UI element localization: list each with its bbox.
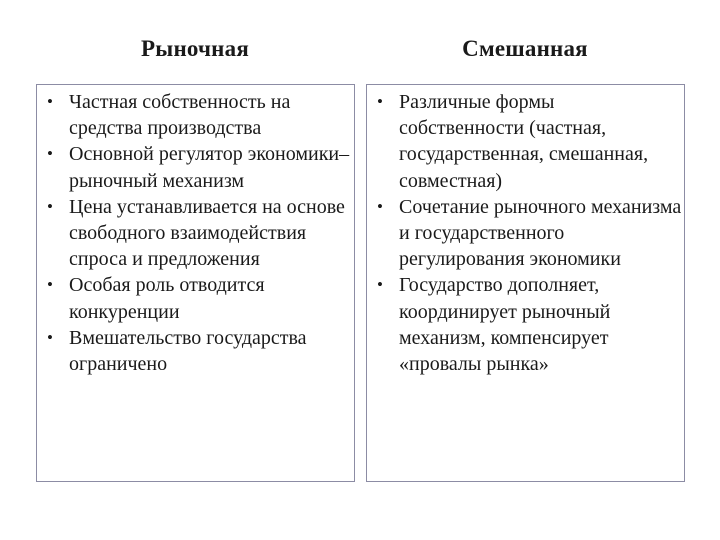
list-item (41, 141, 350, 193)
list-item-text: Основной регулятор экономики– рыночный механизм (69, 143, 350, 192)
list-item-text: Цена устанавливается на основе свободного взаимодействия спроса и предложения (69, 195, 345, 271)
list-item (371, 194, 682, 273)
mixed-economy-panel (366, 84, 685, 482)
list-item-text: Особая роль отводится конкуренции (69, 274, 265, 323)
list-item (41, 194, 350, 273)
column-title-market: Рыночная (141, 36, 249, 61)
bullet-icon: • (377, 92, 383, 111)
market-economy-panel (36, 84, 355, 482)
list-item (371, 89, 682, 194)
column-title-mixed: Смешанная (462, 36, 588, 61)
list-item-text: Вмешательство государства ограничено (69, 326, 307, 376)
list-item (41, 272, 350, 324)
bullet-icon: • (47, 327, 53, 347)
list-item-text: Государство дополняет, координирует рыночный механизм, компенсирует «провалы рынка» (399, 274, 611, 376)
list-item-text: Сочетание рыночного механизма и государственного регулирования экономики (399, 195, 682, 271)
bullet-icon: • (47, 275, 53, 295)
market-features-list (41, 89, 350, 377)
mixed-features-list (371, 89, 682, 377)
list-item-text: Различные формы собственности (частная, государственная, смешанная, совместная) (399, 91, 649, 192)
list-item (41, 89, 350, 141)
bullet-icon: • (377, 275, 383, 295)
bullet-icon: • (377, 196, 383, 216)
bullet-icon: • (47, 144, 53, 164)
bullet-icon: • (47, 196, 53, 216)
bullet-icon: • (47, 92, 53, 111)
list-item-text: Частная собственность на средства производства (69, 91, 291, 140)
list-item (41, 325, 350, 377)
list-item (371, 272, 682, 377)
